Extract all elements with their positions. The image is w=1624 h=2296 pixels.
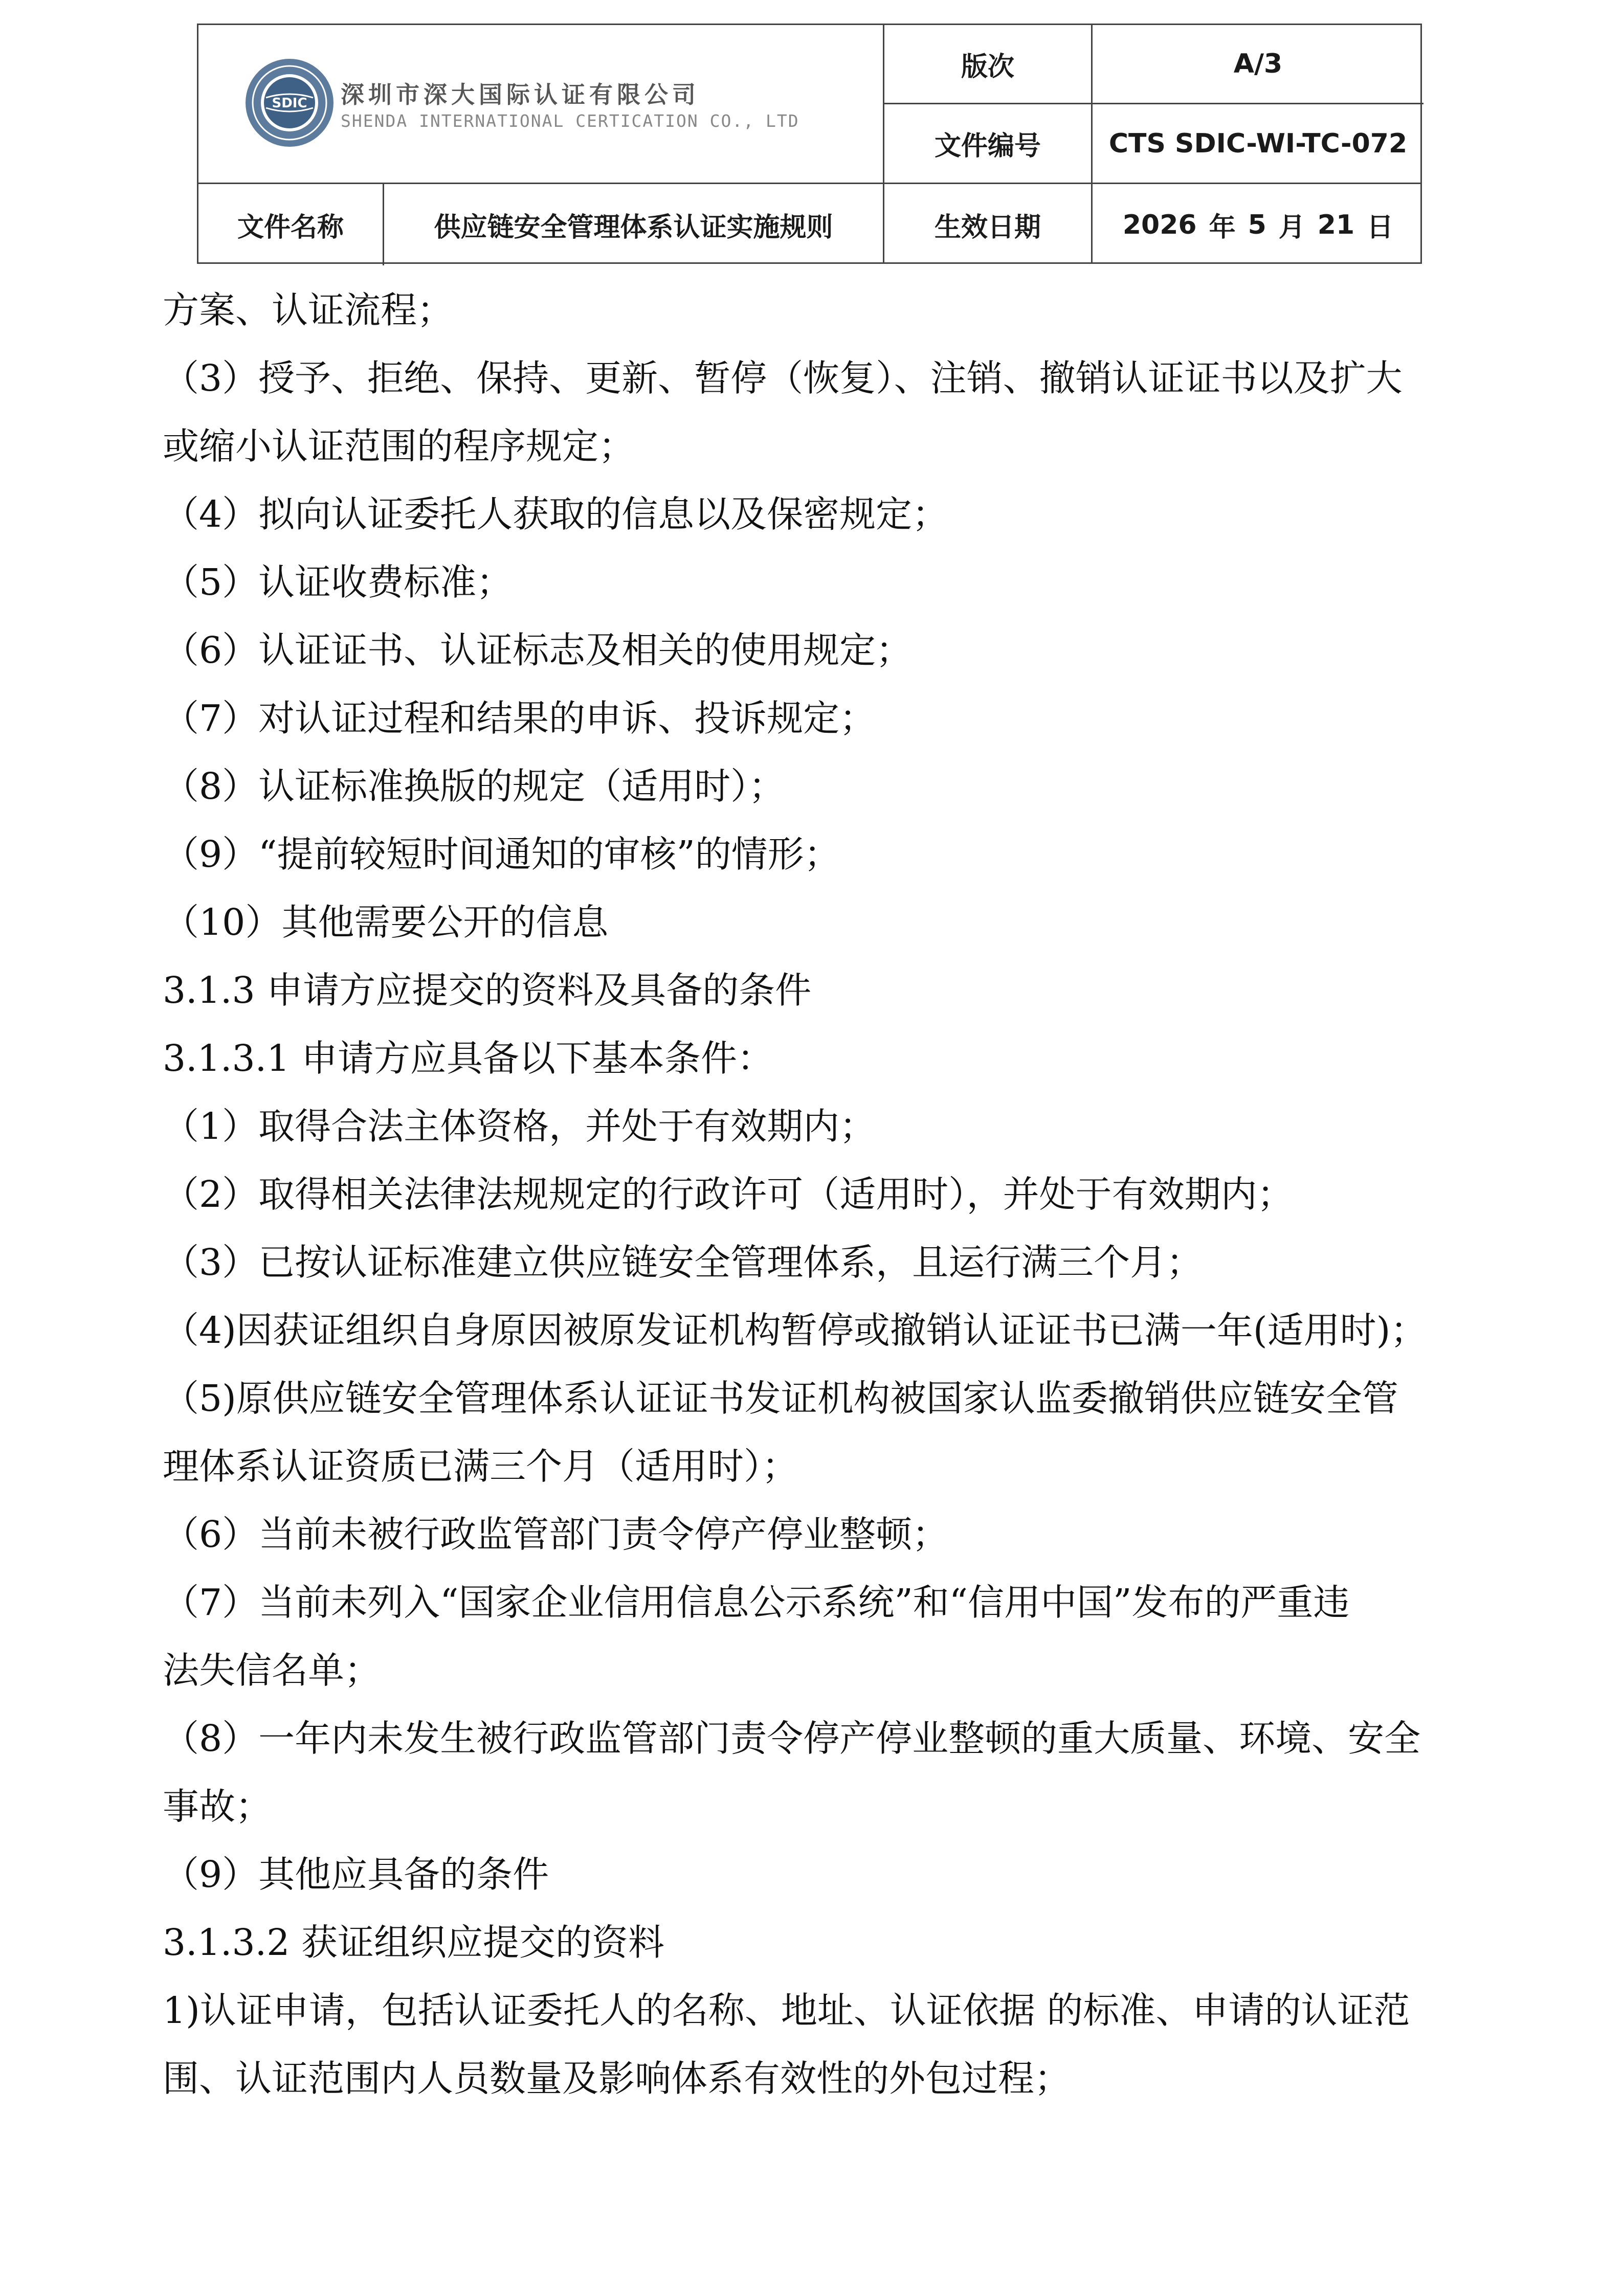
body-line: （5）认证收费标准； [163,561,513,603]
version-label: 版次 [961,51,1014,82]
effective-day-unit: 日 [1367,212,1394,243]
section-heading: 3.1.3 申请方应提交的资料及具备的条件 [163,969,812,1011]
version-value: A/3 [1233,49,1283,79]
body-line: （7）对认证过程和结果的申诉、投诉规定； [163,697,876,739]
body-line: （7）当前未列入“国家企业信用信息公示系统”和“信用中国”发布的严重违 [163,1581,1350,1624]
body-line: 围、认证范围内人员数量及影响体系有效性的外包过程； [163,2057,1071,2100]
body-line: （8）一年内未发生被行政监管部门责令停产停业整顿的重大质量、环境、安全 [163,1717,1421,1760]
effective-date-value [1093,184,1423,265]
section-heading: 3.1.3.1 申请方应具备以下基本条件： [163,1037,773,1079]
body-line: 或缩小认证范围的程序规定； [163,425,635,467]
body-line: （5)原供应链安全管理体系认证证书发证机构被国家认监委撤销供应链安全管 [163,1377,1398,1420]
body-line: 事故； [163,1785,272,1828]
body-line: （4）拟向认证委托人获取的信息以及保密规定； [163,493,949,535]
document-name-value: 供应链安全管理体系认证实施规则 [434,212,833,243]
body-line: （10）其他需要公开的信息 [163,901,609,943]
company-logo-block [198,25,883,183]
body-line: （3）授予、拒绝、保持、更新、暂停（恢复）、注销、撤销认证证书以及扩大 [163,357,1403,399]
body-line: （2）取得相关法律法规规定的行政许可（适用时），并处于有效期内； [163,1173,1294,1215]
body-line: 法失信名单； [163,1649,381,1692]
effective-month-unit: 月 [1278,212,1305,243]
document-header-table [197,24,1422,264]
section-heading: 3.1.3.2 获证组织应提交的资料 [163,1921,664,1964]
effective-year: 2026 [1122,209,1197,240]
body-line: （3）已按认证标准建立供应链安全管理体系，且运行满三个月； [163,1241,1203,1284]
document-body [163,276,1493,2112]
document-number-value: CTS SDIC-WI-TC-072 [1108,128,1408,159]
company-name-cn: 深圳市深大国际认证有限公司 [341,81,700,108]
effective-day: 21 [1317,209,1355,240]
body-line: （9）其他应具备的条件 [163,1853,549,1896]
body-line: （8）认证标准换版的规定（适用时）； [163,765,785,807]
document-number-label: 文件编号 [934,131,1041,162]
effective-month: 5 [1248,209,1266,240]
svg-text:SDIC: SDIC [272,96,307,111]
body-line: 理体系认证资质已满三个月（适用时）； [163,1445,798,1488]
body-line: （6）当前未被行政监管部门责令停产停业整顿； [163,1513,949,1556]
document-name-label: 文件名称 [237,212,344,243]
body-line: （1）取得合法主体资格，并处于有效期内； [163,1105,876,1147]
body-line: 1)认证申请，包括认证委托人的名称、地址、认证依据 的标准、申请的认证范 [163,1989,1410,2032]
effective-date-label: 生效日期 [934,212,1041,243]
body-line: （6）认证证书、认证标志及相关的使用规定； [163,629,913,671]
body-line: 方案、认证流程； [163,289,454,331]
body-line: （9）“提前较短时间通知的审核”的情形； [163,833,840,875]
effective-year-unit: 年 [1209,212,1236,243]
body-line: （4)因获证组织自身原因被原发证机构暂停或撤销认证证书已满一年(适用时)； [163,1309,1427,1352]
company-name-en: SHENDA INTERNATIONAL CERTICATION CO., LTD [341,111,799,131]
company-seal-logo [243,57,336,149]
